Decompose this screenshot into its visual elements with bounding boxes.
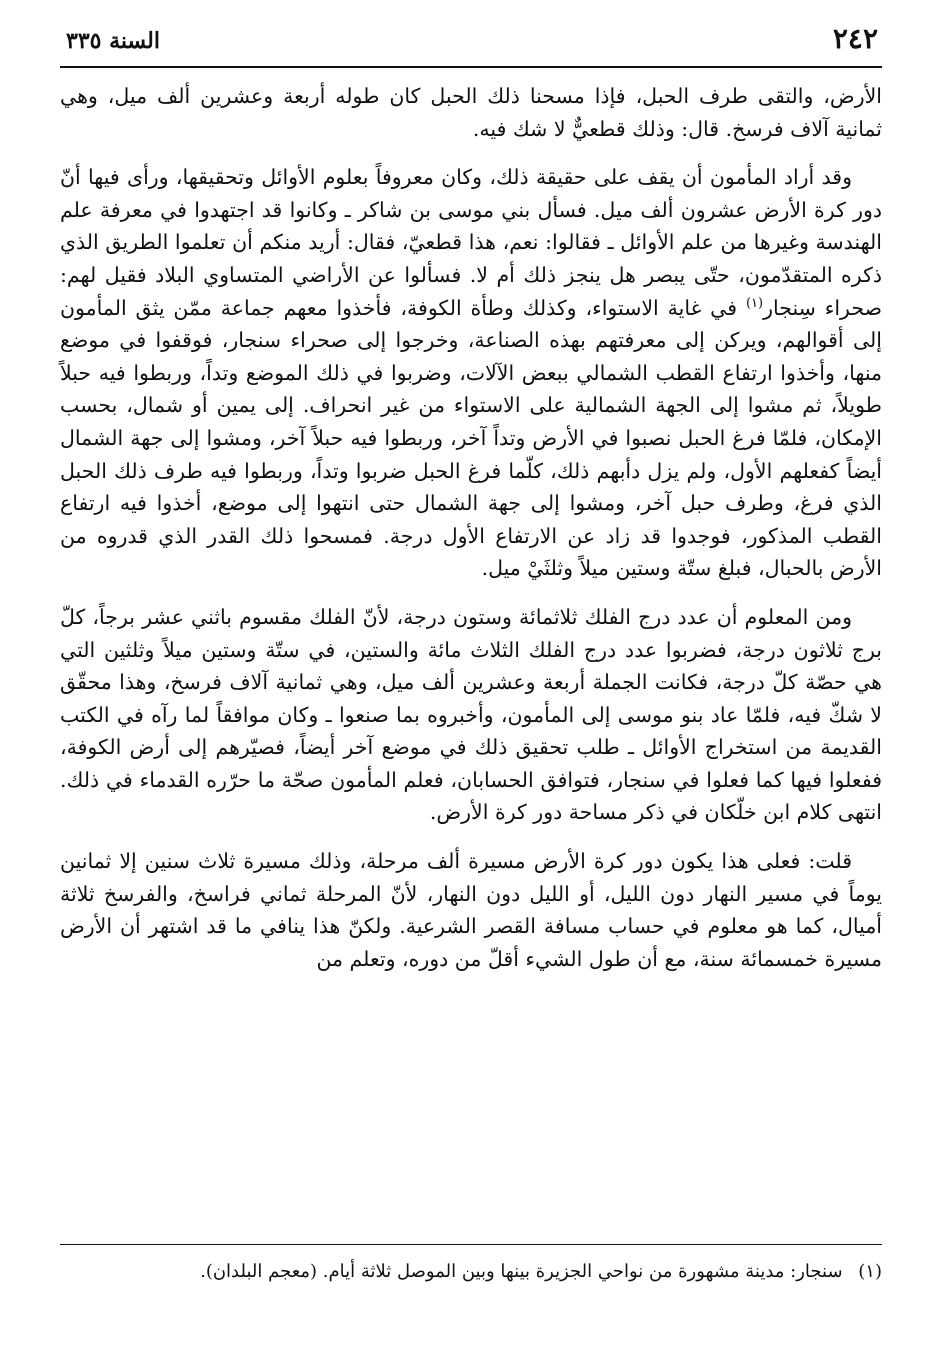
book-page (60, 22, 882, 1342)
paragraph: ومن المعلوم أن عدد درج الفلك ثلاثمائة وستون درجة، لأنّ الفلك مقسوم باثني عشر برجاً، كلّ برج ثلاثون درجة، فضربوا عدد درج الفلك الثلاث مائة والستين، في ستّة وستين ميلاً وثلثين التي هي حصّة كلّ درجة، فكانت الجملة أربعة وعشرين ألف ميل، وهي ثمانية آلاف فرسخ، وهذا محقّق لا شكّ فيه، فلمّا عاد بنو موسى إلى المأمون، وأخبروه بما صنعوا ـ وكان موافقاً لما رآه في الكتب القديمة من استخراج الأوائل ـ طلب تحقيق ذلك في موضع آخر أيضاً، فصيّرهم إلى أرض الكوفة، ففعلوا فيها كما فعلوا في سنجار، فتوافق الحسابان، فعلم المأمون صحّة ما حرّره القدماء في ذلك. انتهى كلام ابن خلّكان في ذكر مساحة دور كرة الأرض. (60, 604, 882, 825)
paragraph: الأرض، والتقى طرف الحبل، فإذا مسحنا ذلك الحبل كان طوله أربعة وعشرين ألف ميل، وهي ثمانية آلاف فرسخ. قال: وذلك قطعيٌّ لا شك فيه. (60, 84, 882, 141)
footnote-text: سنجار: مدينة مشهورة من نواحي الجزيرة بينها وبين الموصل ثلاثة أيام. (معجم البلدان). (200, 1261, 843, 1282)
paragraph-text: وقد أراد المأمون أن يقف على حقيقة ذلك، وكان معروفاً بعلوم الأوائل وتحقيقها، ورأى فيها أنّ دور كرة الأرض عشرون ألف ميل. فسأل بني موسى بن شاكر ـ وكانوا قد اجتهدوا في معرفة علم الهندسة وغيرها من علم الأوائل ـ فقالوا: نعم، هذا قطعيّ، فقال: أريد منكم أن تعلموا الطريق الذي ذكره المتقدّمون، حتّى يبصر هل ينجز ذلك أم لا. فسألوا عن الأراضي المتساوي البلاد فقيل لهم: صحراء سِنجار (60, 165, 883, 320)
footnote-number: (١) (858, 1261, 882, 1282)
running-head-year: السنة ٣٣٥ (66, 28, 160, 54)
paragraph (60, 161, 882, 585)
page-number: ٢٤٢ (832, 22, 878, 55)
paragraph: قلت: فعلى هذا يكون دور كرة الأرض مسيرة ألف مرحلة، وذلك مسيرة ثلاث سنين إلا ثمانين يوماً في مسير النهار دون الليل، أو الليل دون النهار، لأنّ المرحلة ثماني فراسخ، والفرسخ ثلاثة أميال، كما هو معلوم في حساب مسافة القصر الشرعية. ولكنّ هذا ينافي ما قد اشتهر أن الأرض مسيرة خمسمائة سنة، مع أن طول الشيء أقلّ من دوره، وتعلم من (60, 849, 882, 971)
footnote (60, 1258, 882, 1286)
footnote-divider (60, 1244, 882, 1245)
main-text (60, 68, 882, 975)
footnote-reference[interactable]: (١) (745, 295, 764, 311)
paragraph-text: في غاية الاستواء، وكذلك وطأة الكوفة، فأخذوا معهم جماعة ممّن يثق المأمون إلى أقوالهم، ويركن إلى معرفتهم بهذه الصناعة، وخرجوا إلى صحراء سنجار، فوقفوا في موضع منها، وأخذوا ارتفاع القطب الشمالي ببعض الآلات، وضربوا في ذلك الموضع وتداً، وربطوا فيه حبلاً طويلاً، ثم مشوا إلى الجهة الشمالية على الاستواء من غير انحراف. إلى يمين أو شمال، بحسب الإمكان، فلمّا فرغ الحبل نصبوا في الأرض وتداً آخر، وربطوا فيه حبلاً آخر، ومشوا إلى جهة الشمال أيضاً كفعلهم الأول، ولم يزل دأبهم ذلك، كلّما فرغ الحبل ضربوا وتداً، وربطوا فيه طرف ذلك الحبل الذي فرغ، وطرف حبل آخر، ومشوا إلى جهة الشمال حتى انتهوا إلى موضع، أخذوا فيه ارتفاع القطب المذكور، فوجدوا قد زاد عن الارتفاع الأول درجة. فمسحوا ذلك القدر الذي قدروه من الأرض بالحبال، فبلغ ستّة وستين ميلاً وثلثَيْ ميل. (60, 295, 882, 581)
page-header (60, 22, 882, 68)
